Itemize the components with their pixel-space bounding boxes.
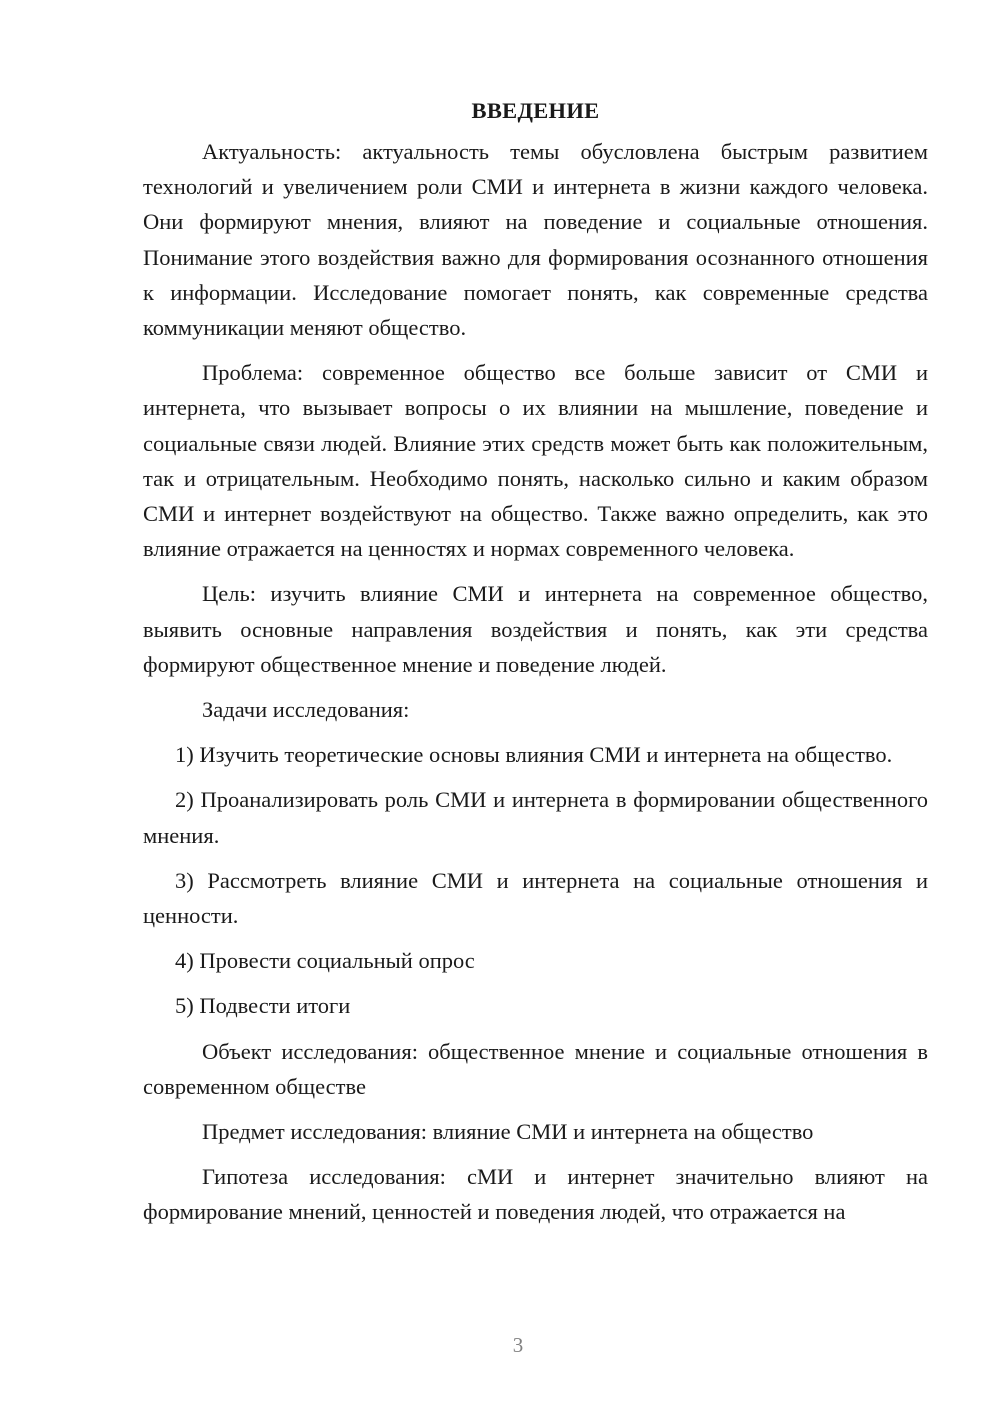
goal-paragraph: Цель: изучить влияние СМИ и интернета на современное общество, выявить основные направления воздействия и понять, как эти средства формируют общественное мнение и поведение людей. [143,581,928,677]
task-item-4: 4) Провести социальный опрос [175,948,475,974]
object-paragraph: Объект исследования: общественное мнение и социальные отношения в современном обществе [143,1038,928,1099]
task-item-2: 2) Проанализировать роль СМИ и интернета в формировании общественного мнения. [143,787,928,848]
tasks-heading: Задачи исследования: [202,697,410,723]
task-item-5: 5) Подвести итоги [175,993,351,1019]
section-title: ВВЕДЕНИЕ [471,98,600,123]
task-item-1: 1) Изучить теоретические основы влияния СМИ и интернета на общество. [175,742,893,768]
relevance-paragraph: Актуальность: актуальность темы обусловлена быстрым развитием технологий и увеличением роли СМИ и интернета в жизни каждого человека. Они формируют мнения, влияют на поведение и социальные отношения. Понимание этого воздействия важно для формирования осознанного отношения к информации. Исследование помогает понять, как современные средства коммуникации меняют общество. [143,139,928,341]
problem-paragraph: Проблема: современное общество все больше зависит от СМИ и интернета, что вызывает вопросы о их влиянии на мышление, поведение и социальные связи людей. Влияние этих средств может быть как положительным, так и отрицательным. Необходимо понять, насколько сильно и каким образом СМИ и интернет воздействуют на общество. Также важно определить, как это влияние отражается на ценностях и нормах современного человека. [143,360,928,562]
subject-paragraph: Предмет исследования: влияние СМИ и интернета на общество [202,1119,814,1145]
page-content [143,93,928,1230]
task-item-3: 3) Рассмотреть влияние СМИ и интернета на социальные отношения и ценности. [143,867,928,929]
page-number: 3 [512,1333,524,1357]
hypothesis-paragraph: Гипотеза исследования: сМИ и интернет значительно влияют на формирование мнений, ценностей и поведения людей, что отражается на [143,1164,928,1225]
